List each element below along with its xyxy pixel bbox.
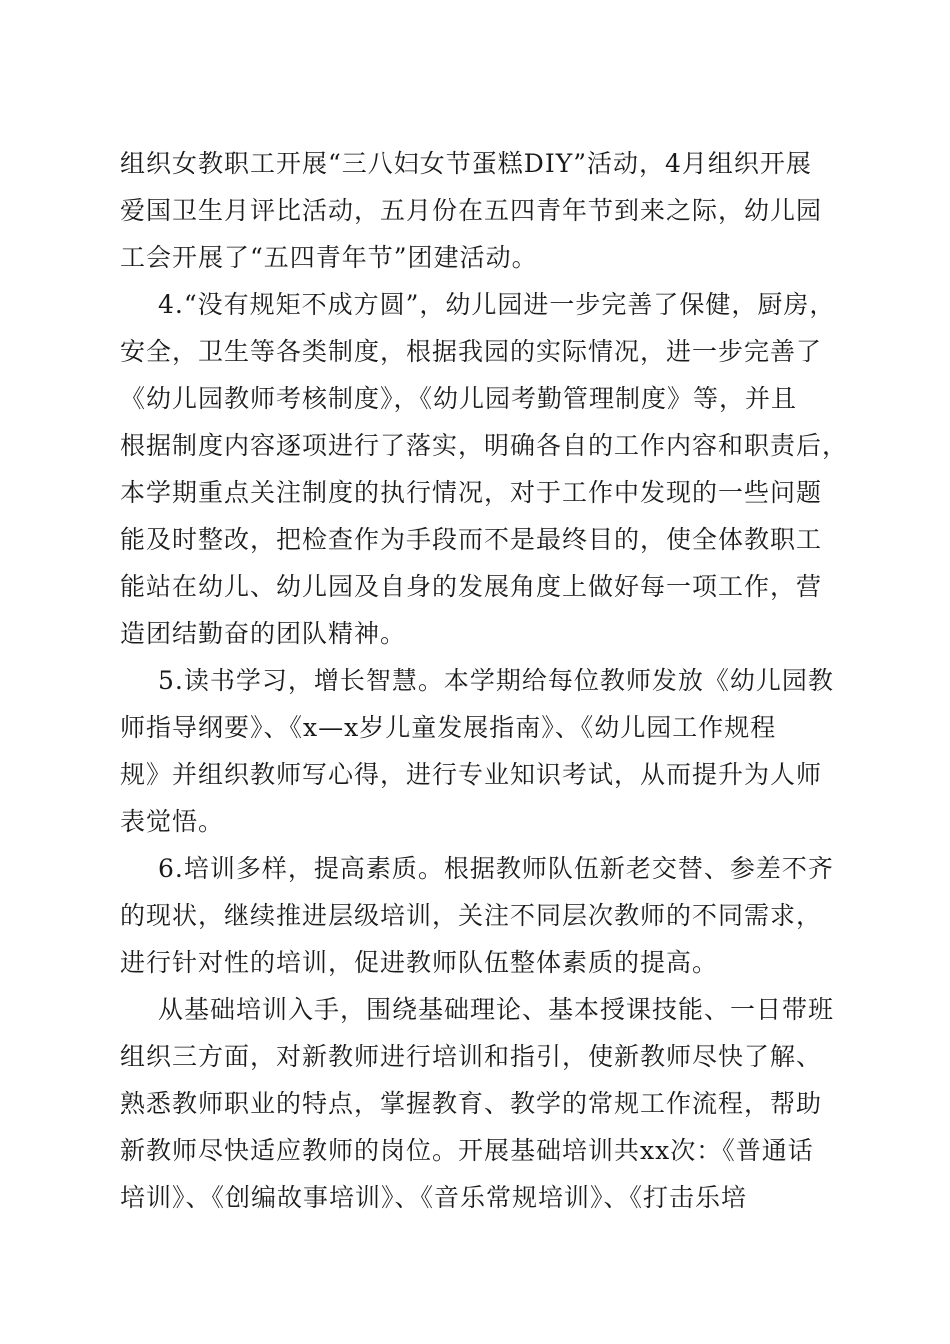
text-line: 表觉悟。 — [120, 807, 225, 836]
paragraph-first-line: 5.读书学习，增长智慧。本学期给每位教师发放《幼儿园教 — [158, 666, 834, 695]
paragraph-first-line: 4.“没有规矩不成方圆”，幼儿园进一步完善了保健，厨房， — [158, 290, 836, 319]
text-line: 根据制度内容逐项进行了落实，明确各自的工作内容和职责后， — [120, 431, 849, 460]
text-line: 《幼儿园教师考核制度》，《幼儿园考勤管理制度》等，并且 — [120, 384, 798, 413]
text-line: 师指导纲要》、《x—x岁儿童发展指南》、《幼儿园工作规程 — [120, 713, 777, 742]
text-line: 规》并组织教师写心得，进行专业知识考试，从而提升为人师 — [120, 760, 823, 789]
body-text — [120, 140, 849, 1221]
text-line: 爱国卫生月评比活动，五月份在五四青年节到来之际，幼儿园 — [120, 196, 823, 225]
paragraph-first-line: 6.培训多样，提高素质。根据教师队伍新老交替、参差不齐 — [158, 854, 834, 883]
paragraph-first-line: 从基础培训入手，围绕基础理论、基本授课技能、一日带班 — [158, 995, 835, 1024]
text-line: 工会开展了“五四青年节”团建活动。 — [120, 243, 538, 272]
text-line: 进行针对性的培训，促进教师队伍整体素质的提高。 — [120, 948, 719, 977]
text-line: 组织女教职工开展“三八妇女节蛋糕DIY”活动，4月组织开展 — [120, 149, 812, 178]
text-line: 能站在幼儿、幼儿园及自身的发展角度上做好每一项工作，营 — [120, 572, 823, 601]
text-line: 造团结勤奋的团队精神。 — [120, 619, 407, 648]
text-line: 能及时整改，把检查作为手段而不是最终目的，使全体教职工 — [120, 525, 823, 554]
text-line: 的现状，继续推进层级培训，关注不同层次教师的不同需求， — [120, 901, 823, 930]
text-line: 本学期重点关注制度的执行情况，对于工作中发现的一些问题 — [120, 478, 823, 507]
text-line: 安全，卫生等各类制度，根据我园的实际情况，进一步完善了 — [120, 337, 823, 366]
text-line: 培训》、《创编故事培训》、《音乐常规培训》、《打击乐培 — [120, 1183, 748, 1212]
text-line: 熟悉教师职业的特点，掌握教育、教学的常规工作流程，帮助 — [120, 1089, 823, 1118]
text-line: 新教师尽快适应教师的岗位。开展基础培训共xx次：《普通话 — [120, 1136, 814, 1165]
text-line: 组织三方面，对新教师进行培训和指引，使新教师尽快了解、 — [120, 1042, 823, 1071]
